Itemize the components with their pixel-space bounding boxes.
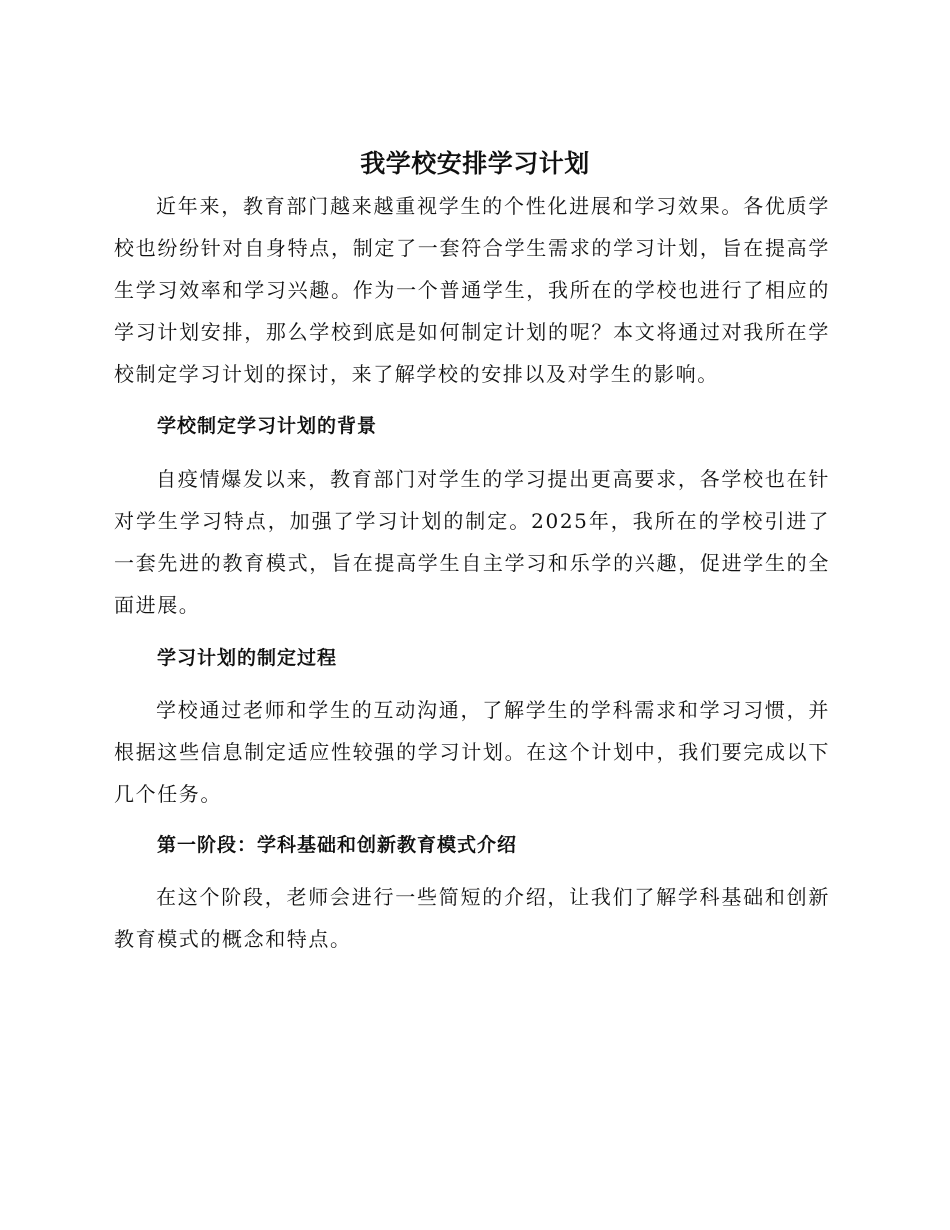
document-title: 我学校安排学习计划 [360,149,590,178]
section-paragraph-process: 学校通过老师和学生的互动沟通，了解学生的学科需求和学习习惯，并根据这些信息制定适应性较强的学习计划。在这个计划中，我们要完成以下几个任务。 [114,698,830,806]
intro-paragraph: 近年来，教育部门越来越重视学生的个性化进展和学习效果。各优质学校也纷纷针对自身特点，制定了一套符合学生需求的学习计划，旨在提高学生学习效率和学习兴趣。作为一个普通学生，我所在的学校也进行了相应的学习计划安排，那么学校到底是如何制定计划的呢？本文将通过对我所在学校制定学习计划的探讨，来了解学校的安排以及对学生的影响。 [114,194,830,386]
section-paragraph-stage-one: 在这个阶段，老师会进行一些简短的介绍，让我们了解学科基础和创新教育模式的概念和特点。 [114,885,830,951]
section-heading-background: 学校制定学习计划的背景 [157,415,378,437]
section-paragraph-background: 自疫情爆发以来，教育部门对学生的学习提出更高要求，各学校也在针对学生学习特点，加强了学习计划的制定。2025年，我所在的学校引进了一套先进的教育模式，旨在提高学生自主学习和乐学的兴趣，促进学生的全面进展。 [114,467,830,617]
section-heading-process: 学习计划的制定过程 [157,647,338,669]
section-heading-stage-one: 第一阶段：学科基础和创新教育模式介绍 [157,834,518,856]
